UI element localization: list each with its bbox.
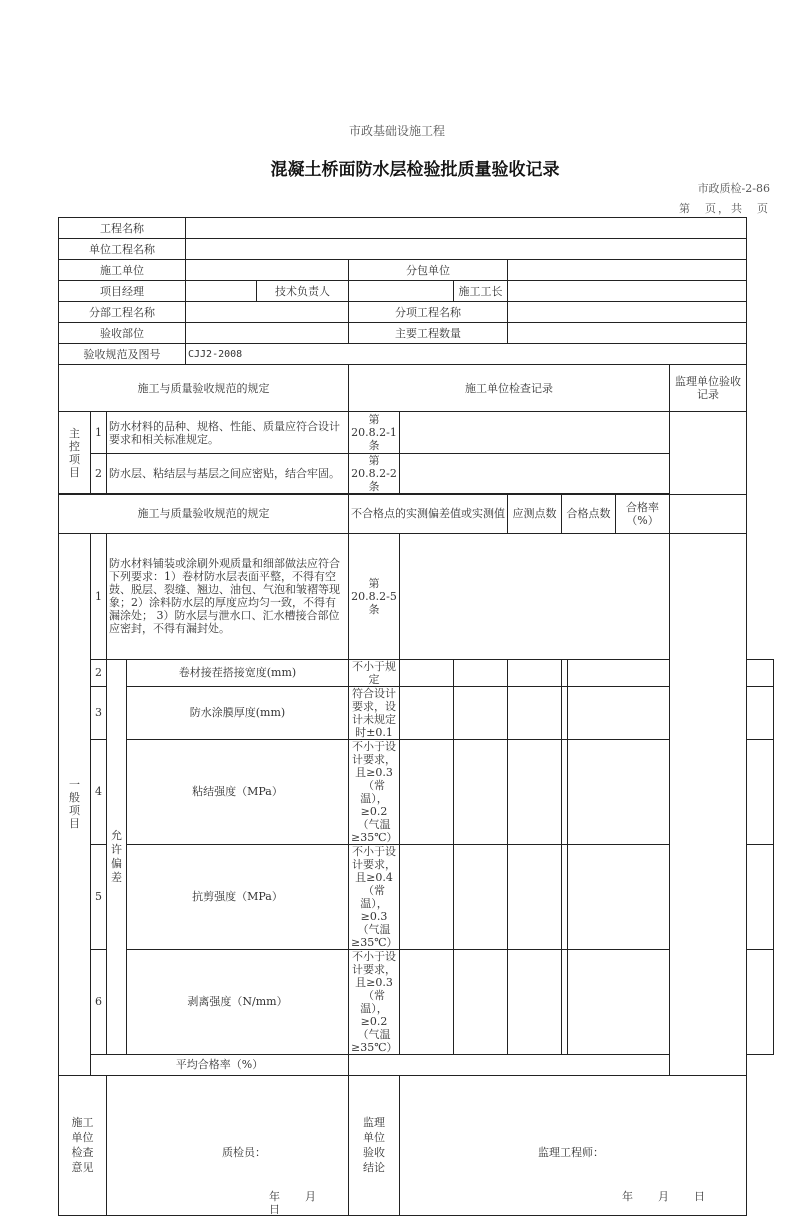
- info-row-division: [59, 302, 774, 323]
- deviation-cell[interactable]: [508, 686, 562, 739]
- construction-opinion-label: 施工 单位 检查 意见: [59, 1075, 107, 1215]
- subitem-name-label: 分项工程名称: [349, 302, 508, 323]
- acceptance-part-value[interactable]: [186, 323, 349, 344]
- general-item-row-6: [59, 949, 774, 1054]
- general-item-no: 1: [91, 533, 107, 659]
- main-item-supervision-cell[interactable]: [670, 412, 747, 495]
- project-name-label: 工程名称: [59, 218, 186, 239]
- main-item-no: 1: [91, 412, 107, 454]
- supervision-conclusion-label: 监理 单位 验收 结论: [349, 1075, 400, 1215]
- construction-foreman-value[interactable]: [508, 281, 747, 302]
- supervisor-label: 监理工程师：: [538, 1145, 604, 1159]
- page-indicator: 第 页，共 页: [679, 202, 770, 215]
- qualified-points-cell[interactable]: [568, 949, 670, 1054]
- pass-rate-cell[interactable]: [747, 686, 774, 739]
- inspector-label: 质检员：: [222, 1145, 266, 1159]
- general-item-supervision-cell[interactable]: [670, 533, 747, 1075]
- main-item-desc: 防水层、粘结层与基层之间应密贴，结合牢固。: [107, 454, 349, 495]
- document-title: 混凝土桥面防水层检验批质量验收记录: [270, 160, 560, 180]
- deviation-cell[interactable]: [400, 686, 454, 739]
- main-item-clause: 第 20.8.2-2条: [349, 454, 400, 495]
- main-item-check-cell[interactable]: [400, 454, 670, 495]
- general-item-value: 不小于规定: [349, 659, 400, 686]
- deviation-cell[interactable]: [400, 844, 454, 949]
- check-record-header: 施工单位检查记录: [349, 365, 670, 412]
- deviation-cell[interactable]: [454, 844, 508, 949]
- general-spec-rules-header: 施工与质量验收规范的规定: [59, 494, 349, 533]
- general-item-no: 2: [91, 659, 107, 686]
- deviation-cell[interactable]: [400, 739, 454, 844]
- main-quantity-value[interactable]: [508, 323, 747, 344]
- main-item-no: 2: [91, 454, 107, 495]
- main-spec-rules-header: 施工与质量验收规范的规定: [59, 365, 349, 412]
- general-items-group-label: 一 般 项 目: [59, 533, 91, 1075]
- deviation-cell[interactable]: [400, 659, 454, 686]
- unit-project-name-label: 单位工程名称: [59, 239, 186, 260]
- general-item-check-cell[interactable]: [400, 533, 670, 659]
- general-item-name: 防水涂膜厚度(mm): [127, 686, 349, 739]
- general-item-no: 5: [91, 844, 107, 949]
- general-item-name: 卷材接茬搭接宽度(mm): [127, 659, 349, 686]
- general-item-row-1: [59, 533, 774, 659]
- pass-rate-cell[interactable]: [747, 659, 774, 686]
- deviation-cell[interactable]: [454, 659, 508, 686]
- acceptance-record-table: [58, 217, 774, 1216]
- general-header-blank: [670, 494, 747, 533]
- general-item-desc: 防水材料铺装或涂刷外观质量和细部做法应符合下列要求：1）卷材防水层表面平整，不得有空鼓、脱层、裂缝、翘边、油包、气泡和皱褶等现象；2）涂料防水层的厚度应均匀一致，不得有漏涂处； 3）防水层与泄水口、汇水槽接合部位应密封，不得有漏封处。: [107, 533, 349, 659]
- supervision-date: 年 月 日: [622, 1189, 706, 1203]
- construction-opinion-cell[interactable]: [107, 1075, 349, 1215]
- technical-lead-value[interactable]: [349, 281, 454, 302]
- deviation-cell[interactable]: [508, 844, 562, 949]
- tolerance-label: 允 许 偏 差: [107, 659, 127, 1054]
- main-quantity-label: 主要工程数量: [349, 323, 508, 344]
- pass-rate-cell[interactable]: [747, 844, 774, 949]
- general-item-clause: 第 20.8.2-5条: [349, 533, 400, 659]
- general-item-row-5: [59, 844, 774, 949]
- construction-unit-label: 施工单位: [59, 260, 186, 281]
- subcontract-unit-label: 分包单位: [349, 260, 508, 281]
- deviation-cell[interactable]: [508, 739, 562, 844]
- info-row-project: [59, 218, 774, 239]
- general-item-no: 3: [91, 686, 107, 739]
- average-rate-label: 平均合格率（%）: [91, 1054, 349, 1075]
- general-item-name: 抗剪强度（MPa）: [127, 844, 349, 949]
- info-row-unit-project: [59, 239, 774, 260]
- document-category: 市政基础设施工程: [348, 124, 445, 138]
- general-item-value: 不小于设计要求，且≥0.4（常温），≥0.3（气温≥35℃）: [349, 844, 400, 949]
- deviation-cell[interactable]: [454, 949, 508, 1054]
- division-name-value[interactable]: [186, 302, 349, 323]
- spec-label: 验收规范及图号: [59, 344, 186, 365]
- deviation-cell[interactable]: [400, 949, 454, 1054]
- supervision-record-header: 监理单位验收记录: [670, 365, 747, 412]
- qualified-points-cell[interactable]: [568, 686, 670, 739]
- subitem-name-value[interactable]: [508, 302, 747, 323]
- project-manager-value[interactable]: [186, 281, 257, 302]
- main-item-row-2: [59, 454, 774, 495]
- general-item-no: 4: [91, 739, 107, 844]
- should-measure-header: 应测点数: [508, 494, 562, 533]
- main-item-clause: 第 20.8.2-1条: [349, 412, 400, 454]
- general-item-name: 剥离强度（N/mm）: [127, 949, 349, 1054]
- info-row-construction-unit: [59, 260, 774, 281]
- deviation-header: 不合格点的实测偏差值或实测值: [349, 494, 508, 533]
- unit-project-name-value[interactable]: [186, 239, 747, 260]
- qualified-points-cell[interactable]: [568, 659, 670, 686]
- construction-date: 年 月 日: [269, 1189, 341, 1216]
- project-name-value[interactable]: [186, 218, 747, 239]
- general-item-value: 符合设计要求，设计未规定时±0.1: [349, 686, 400, 739]
- general-item-row-4: [59, 739, 774, 844]
- project-manager-label: 项目经理: [59, 281, 186, 302]
- deviation-cell[interactable]: [508, 949, 562, 1054]
- pass-rate-cell[interactable]: [747, 739, 774, 844]
- general-item-value: 不小于设计要求，且≥0.3（常温），≥0.2（气温≥35℃）: [349, 739, 400, 844]
- construction-foreman-label: 施工工长: [454, 281, 508, 302]
- pass-rate-cell[interactable]: [747, 949, 774, 1054]
- main-items-group-label: 主 控 项 目: [59, 412, 91, 495]
- main-item-desc: 防水材料的品种、规格、性能、质量应符合设计要求和相关标准规定。: [107, 412, 349, 454]
- technical-lead-label: 技术负责人: [257, 281, 349, 302]
- deviation-cell[interactable]: [508, 659, 562, 686]
- general-item-no: 6: [91, 949, 107, 1054]
- general-item-row-3: [59, 686, 774, 739]
- subcontract-unit-value[interactable]: [508, 260, 747, 281]
- general-item-value: 不小于设计要求，且≥0.3（常温），≥0.2（气温≥35℃）: [349, 949, 400, 1054]
- main-item-check-cell[interactable]: [400, 412, 670, 454]
- pass-rate-header: 合格率（%）: [616, 494, 670, 533]
- main-item-row-1: [59, 412, 774, 454]
- info-row-manager: [59, 281, 774, 302]
- info-row-acceptance-part: [59, 323, 774, 344]
- deviation-cell[interactable]: [454, 739, 508, 844]
- general-header-row: [59, 494, 774, 533]
- average-rate-value[interactable]: [349, 1054, 670, 1075]
- qualified-points-header: 合格点数: [562, 494, 616, 533]
- deviation-cell[interactable]: [454, 686, 508, 739]
- construction-unit-value[interactable]: [186, 260, 349, 281]
- general-item-name: 粘结强度（MPa）: [127, 739, 349, 844]
- form-code: 市政质检-2-86: [697, 182, 770, 195]
- general-item-row-2: [59, 659, 774, 686]
- main-header-row: [59, 365, 774, 412]
- division-name-label: 分部工程名称: [59, 302, 186, 323]
- acceptance-part-label: 验收部位: [59, 323, 186, 344]
- spec-value: CJJ2-2008: [186, 344, 747, 365]
- average-rate-row: [59, 1054, 774, 1075]
- signature-row: [59, 1075, 774, 1215]
- supervision-conclusion-cell[interactable]: [400, 1075, 747, 1215]
- qualified-points-cell[interactable]: [568, 739, 670, 844]
- info-row-spec: [59, 344, 774, 365]
- qualified-points-cell[interactable]: [568, 844, 670, 949]
